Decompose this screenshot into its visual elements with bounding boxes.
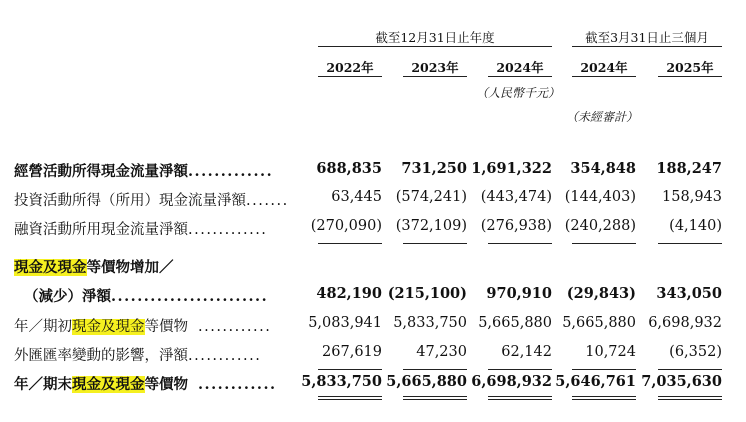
total-double-rule — [572, 396, 636, 397]
value-cell: 7,035,630 — [641, 373, 722, 390]
subtotal-rule — [572, 369, 636, 370]
value-cell: (4,140) — [669, 218, 722, 234]
value-cell: (144,403) — [564, 189, 636, 205]
total-double-rule — [572, 399, 636, 400]
value-cell: 5,083,941 — [308, 315, 382, 331]
quarter-period-header: 截至3月31日止三個月 — [585, 30, 709, 45]
row-label-closing-cash: 年／期末現金及現金等價物 ............ — [14, 376, 277, 393]
year-header-2023: 2023年 — [411, 60, 459, 75]
value-cell: 267,619 — [322, 344, 382, 360]
total-double-rule — [403, 396, 467, 397]
year-rule — [403, 76, 467, 77]
value-cell: 10,724 — [585, 344, 636, 360]
total-double-rule — [488, 396, 552, 397]
value-cell: 354,848 — [570, 160, 636, 177]
total-double-rule — [318, 399, 382, 400]
value-cell: (6,352) — [669, 344, 722, 360]
year-header-2024: 2024年 — [496, 60, 544, 75]
value-cell: 47,230 — [416, 344, 467, 360]
highlighted-term: 現金及現金 — [72, 319, 145, 335]
value-cell: 688,835 — [316, 160, 382, 177]
year-rule — [488, 76, 552, 77]
value-cell: 158,943 — [662, 189, 722, 205]
row-label-fx-effect: 外匯匯率變動的影響，淨額............ — [14, 348, 262, 364]
row-label-net-change-line1: 現金及現金等價物增加／ — [14, 259, 174, 276]
value-cell: 5,833,750 — [301, 373, 382, 390]
year-header-2022: 2022年 — [326, 60, 374, 75]
value-cell: 5,665,880 — [562, 315, 636, 331]
value-cell: 5,646,761 — [555, 373, 636, 390]
value-cell: 343,050 — [656, 285, 722, 302]
currency-note: （人民幣千元） — [476, 86, 561, 100]
total-double-rule — [403, 399, 467, 400]
year-rule — [658, 76, 722, 77]
subtotal-rule — [403, 243, 467, 244]
year-header-2024-q1: 2024年 — [580, 60, 628, 75]
highlighted-term: 現金及現金 — [72, 376, 145, 393]
year-rule — [318, 76, 382, 77]
value-cell: 970,910 — [486, 285, 552, 302]
subtotal-rule — [658, 369, 722, 370]
value-cell: (29,843) — [566, 285, 636, 302]
value-cell: 482,190 — [316, 285, 382, 302]
value-cell: 62,142 — [501, 344, 552, 360]
value-cell: 1,691,322 — [471, 160, 552, 177]
annual-header-rule — [318, 46, 552, 47]
highlighted-term: 現金及現金 — [14, 259, 87, 276]
value-cell: (276,938) — [480, 218, 552, 234]
subtotal-rule — [318, 243, 382, 244]
row-label-financing-cash-flow: 融資活動所用現金流量淨額............. — [14, 222, 268, 238]
value-cell: (215,100) — [387, 285, 467, 302]
total-double-rule — [658, 399, 722, 400]
value-cell: 5,665,880 — [386, 373, 467, 390]
total-double-rule — [658, 396, 722, 397]
subtotal-rule — [488, 243, 552, 244]
value-cell: 6,698,932 — [471, 373, 552, 390]
subtotal-rule — [318, 369, 382, 370]
value-cell: 6,698,932 — [648, 315, 722, 331]
subtotal-rule — [572, 243, 636, 244]
total-double-rule — [318, 396, 382, 397]
value-cell: 188,247 — [656, 160, 722, 177]
year-rule — [572, 76, 636, 77]
year-header-2025-q1: 2025年 — [666, 60, 714, 75]
annual-period-header: 截至12月31日止年度 — [375, 30, 495, 45]
value-cell: 731,250 — [401, 160, 467, 177]
row-label-net-change-line2: （減少）淨額........................ — [24, 288, 269, 305]
value-cell: (574,241) — [395, 189, 467, 205]
row-label-operating-cash-flow: 經營活動所得現金流量淨額............. — [14, 163, 274, 180]
unaudited-note: （未經審計） — [566, 110, 639, 124]
value-cell: 5,833,750 — [393, 315, 467, 331]
value-cell: (240,288) — [564, 218, 636, 234]
value-cell: (270,090) — [310, 218, 382, 234]
subtotal-rule — [403, 369, 467, 370]
value-cell: (443,474) — [480, 189, 552, 205]
value-cell: 63,445 — [331, 189, 382, 205]
row-label-opening-cash: 年／期初現金及現金等價物 ............ — [14, 319, 272, 335]
subtotal-rule — [488, 369, 552, 370]
total-double-rule — [488, 399, 552, 400]
value-cell: 5,665,880 — [478, 315, 552, 331]
row-label-investing-cash-flow: 投資活動所得（所用）現金流量淨額....... — [14, 193, 289, 209]
quarter-header-rule — [572, 46, 722, 47]
subtotal-rule — [658, 243, 722, 244]
value-cell: (372,109) — [395, 218, 467, 234]
